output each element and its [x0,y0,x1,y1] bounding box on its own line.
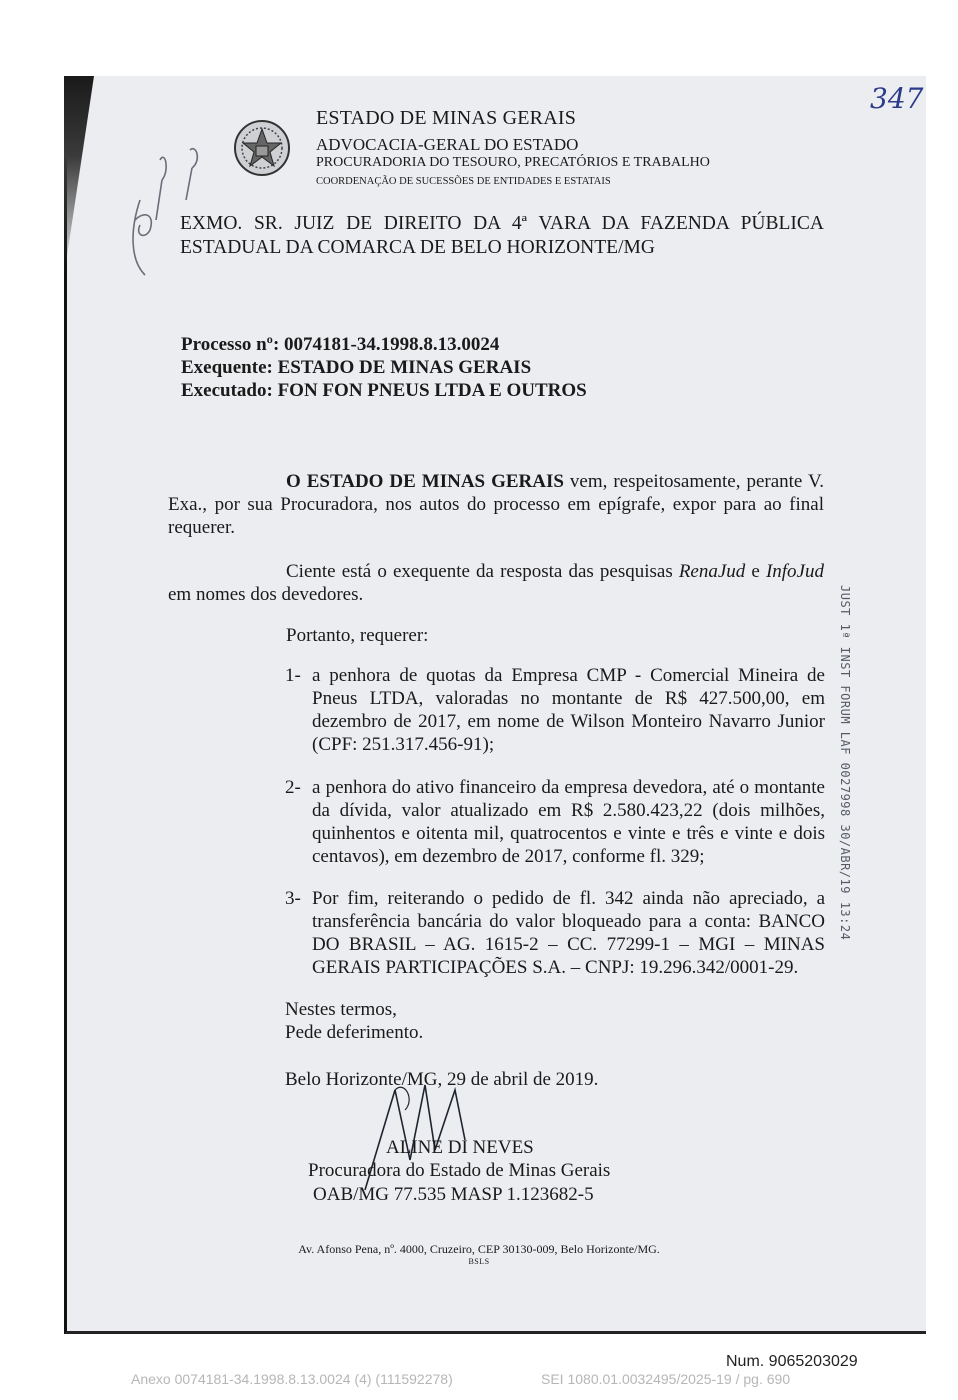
place-date: Belo Horizonte/MG, 29 de abril de 2019. [285,1069,599,1090]
footer-address: Av. Afonso Pena, nº. 4000, Cruzeiro, CEP 30130-009, Belo Horizonte/MG. [298,1242,660,1256]
request-item-number: 1- [285,665,301,686]
case-number: Processo nº: 0074181-34.1998.8.13.0024 [181,334,500,355]
request-item-number: 3- [285,888,301,909]
paragraph-searches-text: Ciente está o exequente da resposta das pesquisas [286,561,679,582]
paragraph-request [168,624,824,647]
request-item-text: Por fim, reiterando o pedido de fl. 342 ainda não apreciado, a transferência bancária do valor bloqueado para a conta: BANCO DO BRASIL – AG. 1615-2 – CC. 77299-1 – MGI – MINAS GERAIS PARTICIPAÇÕES S.A. – CNPJ: 19.296.342/0001-29. [312,888,825,978]
protocol-stamp: JUST 1ª INST FORUM LAF 0027998 30/ABR/19 13:24 [838,585,852,941]
paragraph-request-text: Portanto, requerer: [286,625,429,646]
state-coat-of-arms-icon [232,117,292,179]
request-item-text: a penhora de quotas da Empresa CMP - Comercial Mineira de Pneus LTDA, valoradas no montante de R$ 427.500,00, em dezembro de 2017, em nome de Wilson Monteiro Navarro Junior (CPF: 251.317.456-91); [312,665,825,755]
paragraph-intro-bold: O ESTADO DE MINAS GERAIS [286,471,564,492]
document-number: Num. 9065203029 [726,1353,858,1370]
sei-reference: SEI 1080.01.0032495/2025-19 / pg. 690 [541,1371,791,1387]
renajud-term: RenaJud [678,561,746,582]
paragraph-intro [168,470,824,539]
paragraph-intro-text: vem, respeitosamente, perante V. Exa., por sua Procuradora, nos autos do processo em epígrafe, expor para ao final requerer. [168,471,824,538]
paragraph-searches-conj: e [745,561,766,582]
signer-name: ALINE DI NEVES [386,1137,534,1158]
request-item-number: 2- [285,777,301,798]
letterhead-agency: ADVOCACIA-GERAL DO ESTADO [316,135,579,154]
handwritten-folio-number: 347 [870,82,924,115]
addressee: EXMO. SR. JUIZ DE DIREITO DA 4ª VARA DA FAZENDA PÚBLICA ESTADUAL DA COMARCA DE BELO HORIZONTE/MG [180,213,824,258]
signer-registry: OAB/MG 77.535 MASP 1.123682-5 [313,1184,594,1205]
annex-reference: Anexo 0074181-34.1998.8.13.0024 (4) (111592278) [131,1371,453,1387]
paragraph-searches-end: em nomes dos devedores. [168,584,364,605]
paragraph-searches [168,560,824,606]
request-item-2 [285,776,825,868]
request-item-3 [285,887,825,979]
case-defendant: Executado: FON FON PNEUS LTDA E OUTROS [181,380,587,401]
closing-terms: Nestes termos, [285,999,397,1020]
case-header [181,333,587,402]
letterhead-state: ESTADO DE MINAS GERAIS [316,107,577,129]
case-plaintiff: Exequente: ESTADO DE MINAS GERAIS [181,357,532,378]
signer-role: Procuradora do Estado de Minas Gerais [308,1160,611,1181]
infojud-term: InfoJud [765,561,824,582]
closing-request: Pede deferimento. [285,1022,424,1043]
request-item-text: a penhora do ativo financeiro da empresa devedora, até o montante da dívida, valor atualizado em R$ 2.580.423,22 (dois milhões, quinhentos e oitenta mil, quatrocentos e vinte e três e vinte e dois centavos), em dezembro de 2017, conforme fl. 329; [312,777,825,867]
letterhead-coordination: COORDENAÇÃO DE SUCESSÕES DE ENTIDADES E ESTATAIS [316,176,611,187]
letterhead-department: PROCURADORIA DO TESOURO, PRECATÓRIOS E TRABALHO [316,155,710,170]
footer-initials: BSLS [468,1257,490,1266]
request-item-1 [285,664,825,756]
